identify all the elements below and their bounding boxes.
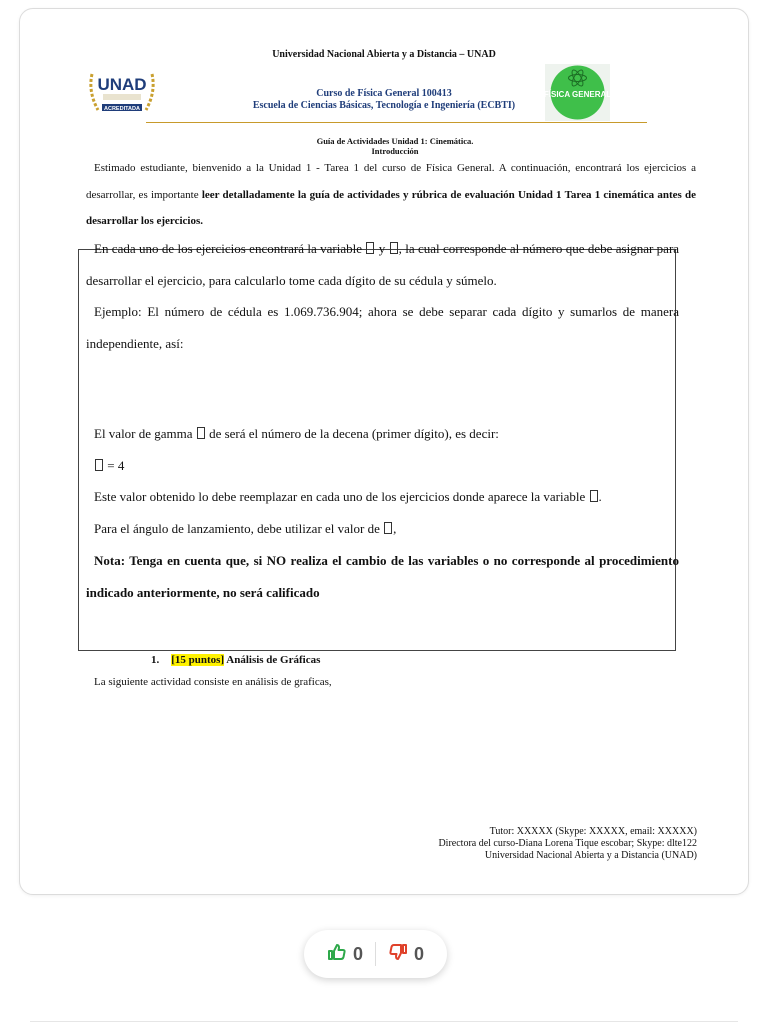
missing-glyph-icon xyxy=(384,522,392,534)
angle-paragraph: Para el ángulo de lanzamiento, debe utilizar el valor de , xyxy=(94,521,397,536)
footer-university: Universidad Nacional Abierta y a Distancia (UNAD) xyxy=(484,850,697,861)
missing-glyph-icon xyxy=(590,490,598,502)
gamma-paragraph: El valor de gamma de será el número de la decena (primer dígito), es decir: xyxy=(94,426,499,441)
section-1-description: La siguiente actividad consiste en análisis de graficas, xyxy=(94,676,332,688)
thumbs-up-icon xyxy=(327,942,347,967)
section-1-heading: 1. [15 puntos] Análisis de Gráficas xyxy=(151,654,321,666)
missing-glyph-icon xyxy=(390,242,398,254)
page-divider xyxy=(30,1021,738,1022)
footer-director: Directora del curso-Diana Lorena Tique escobar; Skype: dlte122 xyxy=(438,838,697,849)
missing-glyph-icon xyxy=(197,427,205,439)
thumbs-down-icon xyxy=(388,942,408,967)
dislike-count: 0 xyxy=(414,943,425,964)
missing-glyph-icon xyxy=(95,459,103,471)
note-paragraph: Nota: Tenga en cuenta que, si NO realiza el cambio de las variables o no corresponde al procedimiento indicado anteriormente, no será calificado xyxy=(86,553,679,600)
gamma-value: = 4 xyxy=(86,455,679,477)
intro-paragraph: Estimado estudiante, bienvenido a la Unidad 1 - Tarea 1 del curso de Física General. A continuación, encontrará los ejercicios a desarrollar, es importante leer detalladamente la guía de actividades y rúbrica de evaluación Unidad 1 Tarea 1 cinemática antes de desarrollar los ejercicios. xyxy=(86,162,697,227)
document-footer xyxy=(300,826,697,862)
school-name: Escuela de Ciencias Básicas, Tecnología e Ingeniería (ECBTI) xyxy=(252,100,516,111)
dislike-button[interactable] xyxy=(376,942,436,967)
section-heading: Introducción xyxy=(371,146,419,156)
footer-tutor: Tutor: XXXXX (Skype: XXXXX, email: XXXXX) xyxy=(489,826,697,837)
university-header: Universidad Nacional Abierta y a Distancia – UNAD xyxy=(272,49,496,60)
course-title: Curso de Física General 100413 xyxy=(316,88,452,99)
replace-paragraph: Este valor obtenido lo debe reemplazar en cada uno de los ejercicios donde aparece la variable . xyxy=(94,489,602,504)
variables-paragraph: En cada uno de los ejercicios encontrará la variable y , la cual corresponde al número que debe asignar para desarrollar el ejercicio, para calcularlo tome cada dígito de su cédula y súmelo. xyxy=(86,241,680,288)
vote-bar xyxy=(304,930,447,978)
svg-text:FÍSICA GENERAL: FÍSICA GENERAL xyxy=(545,90,610,99)
like-count: 0 xyxy=(352,943,363,964)
guide-title: Guía de Actividades Unidad 1: Cinemática. xyxy=(316,136,474,146)
svg-text:ACREDITADA: ACREDITADA xyxy=(104,106,140,112)
points-highlight: [15 puntos] xyxy=(171,654,225,666)
example-paragraph: Ejemplo: El número de cédula es 1.069.736.904; ahora se debe separar cada dígito y sumarlos de manera independiente, así: xyxy=(86,304,679,351)
like-button[interactable] xyxy=(315,942,375,967)
missing-glyph-icon xyxy=(366,242,374,254)
svg-text:UNAD: UNAD xyxy=(97,75,147,94)
header-divider xyxy=(146,122,647,123)
